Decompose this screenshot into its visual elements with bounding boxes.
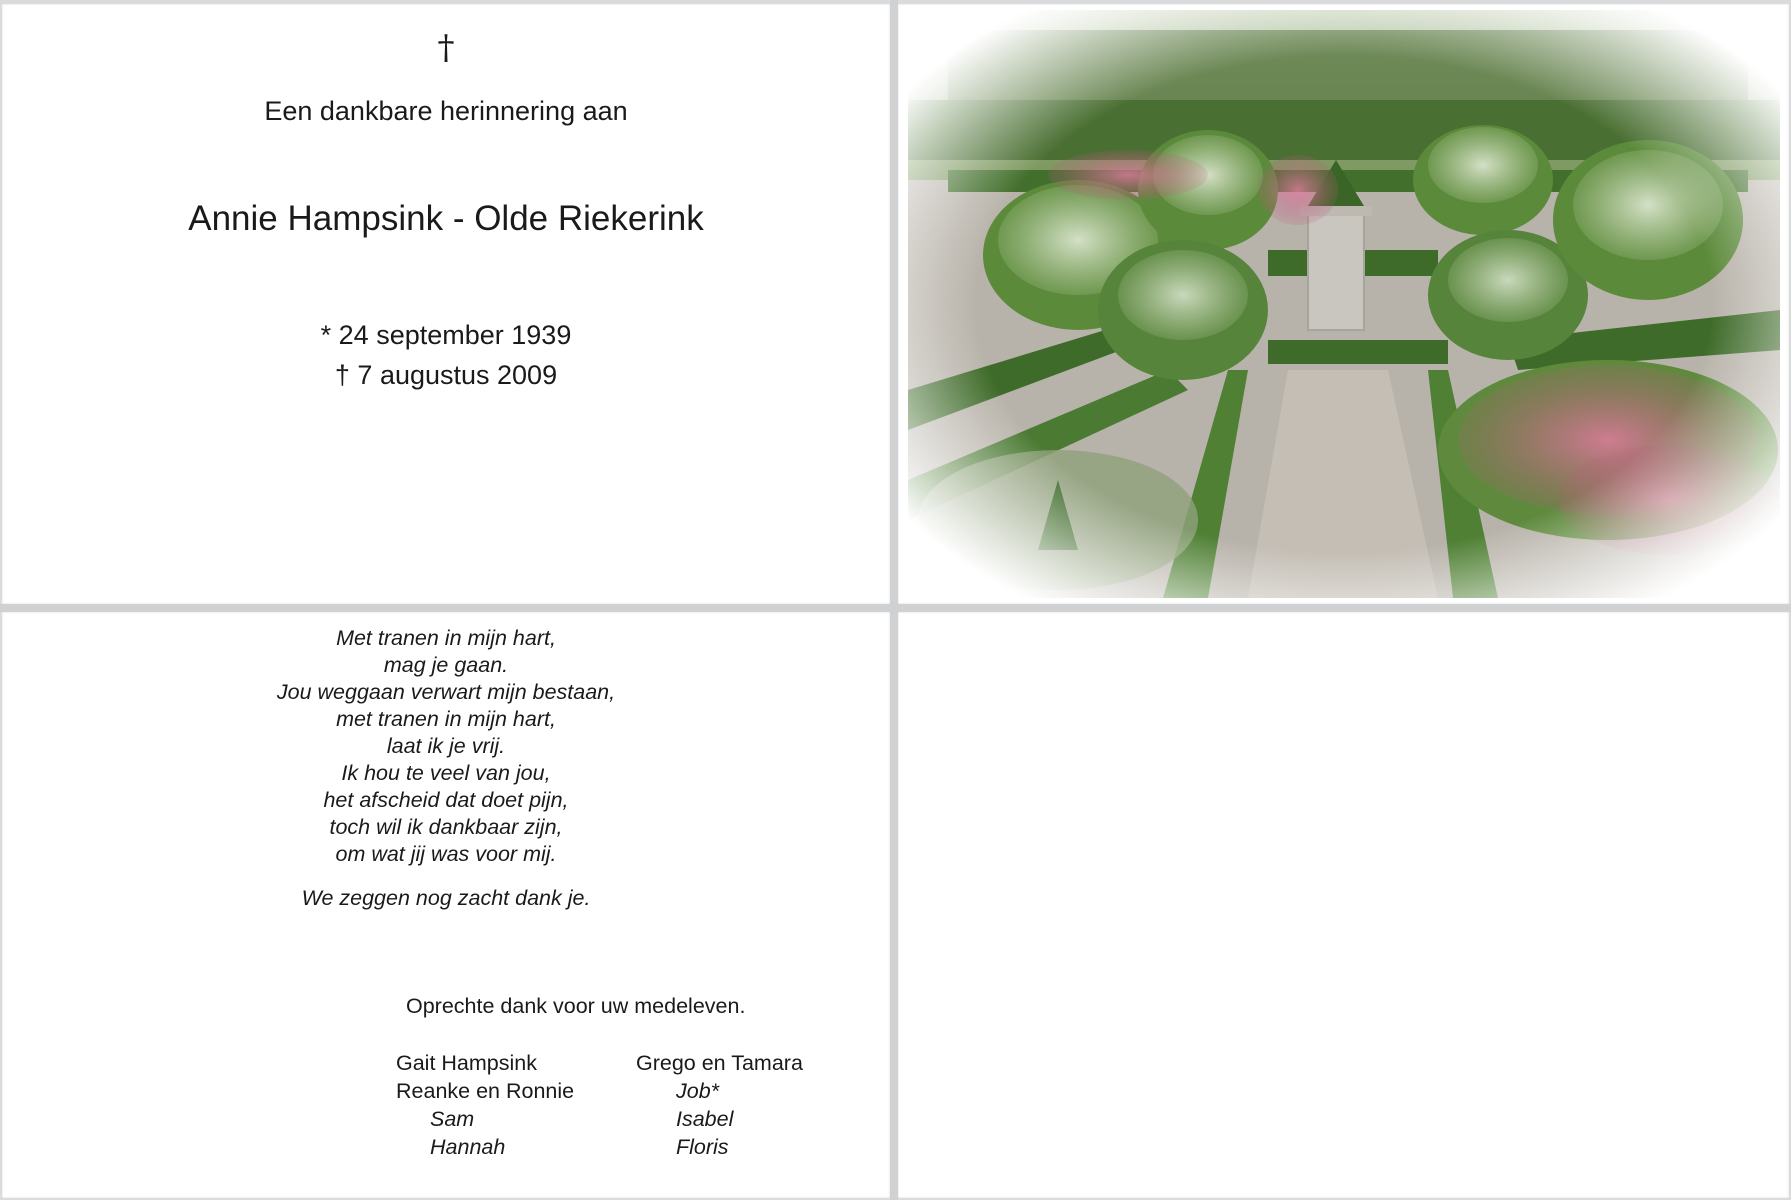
poem-line: laat ik je vrij. [386,734,506,758]
poem [2,625,890,868]
vertical-fold [890,0,898,1200]
poem-line: mag je gaan. [383,653,509,677]
intro-text: Een dankbare herinnering aan [264,96,628,126]
grandchild: Floris [676,1135,729,1159]
death-date: † 7 augustus 2009 [334,360,558,390]
family-member: Reanke en Ronnie [396,1079,575,1103]
poem-closing: We zeggen nog zacht dank je. [301,886,591,910]
deceased-name: Annie Hampsink - Olde Riekerink [188,199,704,238]
poem-line: Met tranen in mijn hart, [336,626,556,650]
grandchild: Isabel [676,1107,734,1131]
family-member: Gait Hampsink [396,1051,537,1075]
inside-panel [2,612,890,1198]
front-panel [2,4,890,604]
family-member: Grego en Tamara [636,1051,803,1075]
grandchild: Hannah [430,1135,506,1159]
birth-date: * 24 september 1939 [320,320,572,350]
grandchild: Job* [676,1079,720,1103]
thanks-text: Oprechte dank voor uw medeleven. [406,994,746,1018]
family-list-right [636,1049,803,1161]
grandchild: Sam [430,1107,475,1131]
poem-line: het afscheid dat doet pijn, [323,788,569,812]
poem-line: met tranen in mijn hart, [336,707,556,731]
cross-icon: † [437,28,455,68]
garden-memorial-photo [908,10,1780,598]
poem-line: Jou weggaan verwart mijn bestaan, [276,680,616,704]
family-list-left [396,1049,574,1161]
poem-line: Ik hou te veel van jou, [341,761,551,785]
blank-panel [898,612,1789,1198]
poem-line: om wat jij was voor mij. [335,842,557,866]
photo-panel [898,4,1789,604]
poem-line: toch wil ik dankbaar zijn, [329,815,563,839]
